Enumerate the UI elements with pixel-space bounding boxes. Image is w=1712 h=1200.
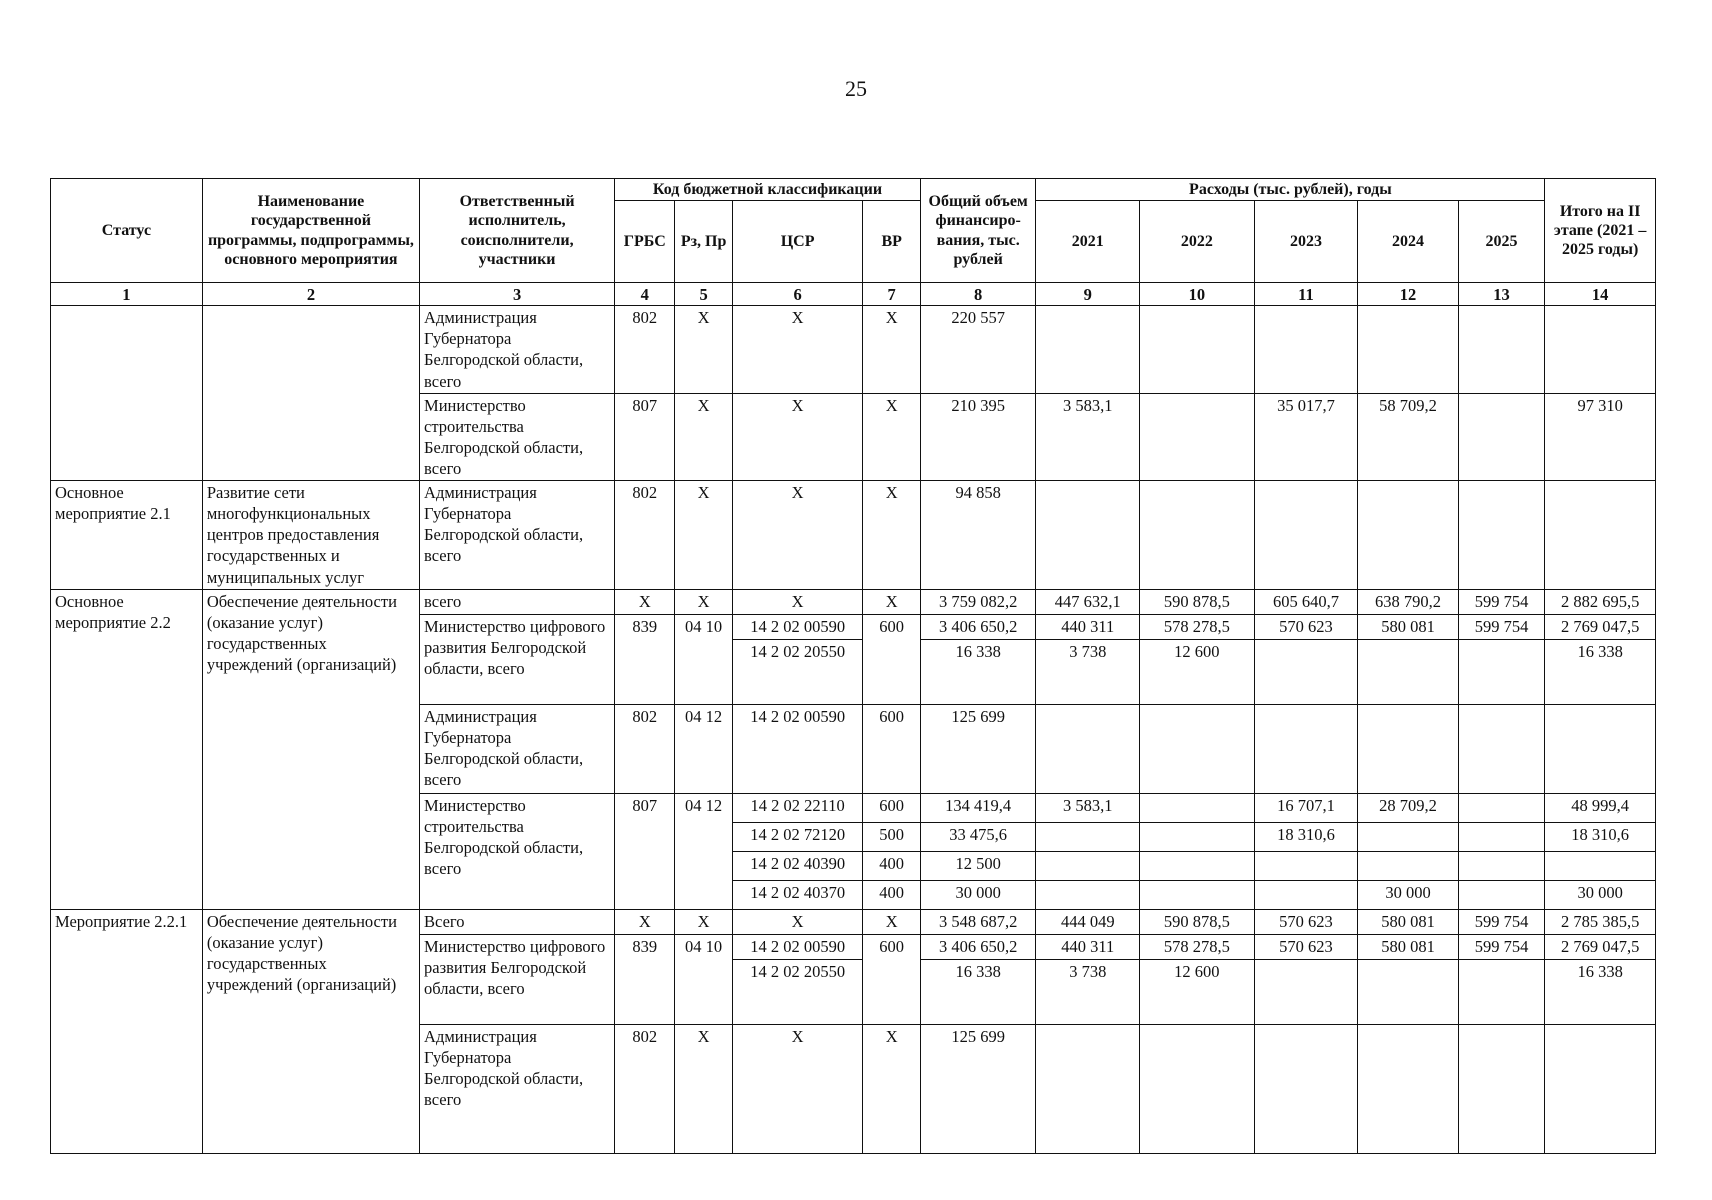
rzpr-cell: 04 12 <box>675 793 732 909</box>
year-cell: 580 081 <box>1358 614 1459 639</box>
vr-cell: Х <box>863 909 920 934</box>
rzpr-cell: Х <box>675 481 732 590</box>
header-name: Наименование государственной программы, подпрограммы, основного мероприятия <box>202 179 419 283</box>
grbs-cell: 807 <box>615 393 675 480</box>
total-cell: 3 548 687,2 <box>920 909 1036 934</box>
total-cell: 3 406 650,2 <box>920 934 1036 959</box>
year-cell: 18 310,6 <box>1254 822 1358 851</box>
stage-total-cell: 2 769 047,5 <box>1545 614 1656 639</box>
stage-total-cell <box>1545 481 1656 590</box>
header-csr: ЦСР <box>732 201 863 283</box>
stage-total-cell: 16 338 <box>1545 639 1656 704</box>
vr-cell: 400 <box>863 851 920 880</box>
stage-total-cell <box>1545 851 1656 880</box>
year-cell <box>1358 481 1459 590</box>
year-cell <box>1140 704 1255 793</box>
csr-cell: Х <box>732 1024 863 1153</box>
year-cell: 599 754 <box>1458 589 1544 614</box>
rzpr-cell: Х <box>675 1024 732 1153</box>
executor-cell: Министерство строительства Белгородской области, всего <box>420 393 615 480</box>
stage-total-cell: 2 769 047,5 <box>1545 934 1656 959</box>
year-cell <box>1140 822 1255 851</box>
grbs-cell: 802 <box>615 1024 675 1153</box>
table-row <box>51 481 1656 590</box>
column-number: 13 <box>1458 283 1544 306</box>
total-cell: 16 338 <box>920 639 1036 704</box>
header-rzpr: Рз, Пр <box>675 201 732 283</box>
name-cell: Развитие сети многофункциональных центров предоставления государственных и муниципальных услуг <box>202 481 419 590</box>
grbs-cell: 839 <box>615 934 675 1024</box>
year-cell <box>1458 822 1544 851</box>
executor-cell: Министерство цифрового развития Белгородской области, всего <box>420 934 615 1024</box>
csr-cell: 14 2 02 20550 <box>732 959 863 1024</box>
year-cell: 3 583,1 <box>1036 393 1140 480</box>
year-cell <box>1358 851 1459 880</box>
grbs-cell: Х <box>615 909 675 934</box>
column-number: 10 <box>1140 283 1255 306</box>
year-cell <box>1458 793 1544 822</box>
year-cell <box>1458 481 1544 590</box>
year-cell <box>1036 1024 1140 1153</box>
year-cell: 35 017,7 <box>1254 393 1358 480</box>
header-grbs: ГРБС <box>615 201 675 283</box>
total-cell: 30 000 <box>920 880 1036 909</box>
csr-cell: Х <box>732 481 863 590</box>
executor-cell: Администрация Губернатора Белгородской области, всего <box>420 306 615 393</box>
csr-cell: 14 2 02 40370 <box>732 880 863 909</box>
year-cell <box>1254 1024 1358 1153</box>
grbs-cell: 807 <box>615 793 675 909</box>
year-cell <box>1140 481 1255 590</box>
year-cell: 580 081 <box>1358 909 1459 934</box>
stage-total-cell: 18 310,6 <box>1545 822 1656 851</box>
grbs-cell: 839 <box>615 614 675 704</box>
year-cell <box>1358 959 1459 1024</box>
header-stage-total: Итого на II этапе (2021 – 2025 годы) <box>1545 179 1656 283</box>
year-cell <box>1254 704 1358 793</box>
csr-cell: Х <box>732 306 863 393</box>
column-number: 1 <box>51 283 203 306</box>
csr-cell: Х <box>732 589 863 614</box>
year-cell <box>1140 880 1255 909</box>
rzpr-cell: 04 12 <box>675 704 732 793</box>
page-number: 25 <box>845 76 867 101</box>
column-number: 9 <box>1036 283 1140 306</box>
status-cell <box>51 306 203 481</box>
header-status: Статус <box>51 179 203 283</box>
status-cell: Мероприятие 2.2.1 <box>51 909 203 1153</box>
header-total-volume: Общий объем финансиро-вания, тыс. рублей <box>920 179 1036 283</box>
executor-cell: Всего <box>420 909 615 934</box>
year-cell: 3 738 <box>1036 639 1140 704</box>
status-cell: Основное мероприятие 2.1 <box>51 481 203 590</box>
year-cell: 570 623 <box>1254 614 1358 639</box>
total-cell: 94 858 <box>920 481 1036 590</box>
year-cell <box>1036 851 1140 880</box>
stage-total-cell: 2 882 695,5 <box>1545 589 1656 614</box>
year-cell <box>1458 880 1544 909</box>
csr-cell: 14 2 02 00590 <box>732 614 863 639</box>
year-cell: 440 311 <box>1036 614 1140 639</box>
vr-cell: 500 <box>863 822 920 851</box>
vr-cell: 600 <box>863 704 920 793</box>
grbs-cell: 802 <box>615 481 675 590</box>
year-cell: 580 081 <box>1358 934 1459 959</box>
name-cell: Обеспечение деятельности (оказание услуг) государственных учреждений (организаций) <box>202 909 419 1153</box>
grbs-cell: 802 <box>615 306 675 393</box>
year-cell: 447 632,1 <box>1036 589 1140 614</box>
table-row <box>51 909 1656 934</box>
stage-total-cell <box>1545 1024 1656 1153</box>
header-expenses: Расходы (тыс. рублей), годы <box>1036 179 1545 201</box>
csr-cell: 14 2 02 40390 <box>732 851 863 880</box>
year-cell <box>1254 959 1358 1024</box>
year-cell: 605 640,7 <box>1254 589 1358 614</box>
year-cell <box>1036 880 1140 909</box>
year-cell: 3 583,1 <box>1036 793 1140 822</box>
grbs-cell: Х <box>615 589 675 614</box>
vr-cell: 600 <box>863 614 920 704</box>
vr-cell: 600 <box>863 934 920 1024</box>
total-cell: 3 406 650,2 <box>920 614 1036 639</box>
table-header <box>51 179 1656 306</box>
year-cell <box>1036 822 1140 851</box>
stage-total-cell: 16 338 <box>1545 959 1656 1024</box>
year-cell: 590 878,5 <box>1140 909 1255 934</box>
total-cell: 210 395 <box>920 393 1036 480</box>
rzpr-cell: 04 10 <box>675 614 732 704</box>
rzpr-cell: Х <box>675 306 732 393</box>
executor-cell: всего <box>420 589 615 614</box>
column-number: 2 <box>202 283 419 306</box>
vr-cell: Х <box>863 481 920 590</box>
year-cell <box>1458 393 1544 480</box>
rzpr-cell: Х <box>675 909 732 934</box>
csr-cell: 14 2 02 00590 <box>732 704 863 793</box>
header-vr: ВР <box>863 201 920 283</box>
year-cell: 444 049 <box>1036 909 1140 934</box>
rzpr-cell: 04 10 <box>675 934 732 1024</box>
budget-table <box>50 178 1656 1154</box>
year-cell: 590 878,5 <box>1140 589 1255 614</box>
year-cell <box>1254 851 1358 880</box>
stage-total-cell: 2 785 385,5 <box>1545 909 1656 934</box>
total-cell: 220 557 <box>920 306 1036 393</box>
executor-cell: Администрация Губернатора Белгородской области, всего <box>420 704 615 793</box>
executor-cell: Администрация Губернатора Белгородской области, всего <box>420 481 615 590</box>
stage-total-cell: 97 310 <box>1545 393 1656 480</box>
year-cell <box>1036 481 1140 590</box>
column-number: 11 <box>1254 283 1358 306</box>
year-cell <box>1036 704 1140 793</box>
header-budget-code: Код бюджетной классификации <box>615 179 921 201</box>
grbs-cell: 802 <box>615 704 675 793</box>
stage-total-cell: 30 000 <box>1545 880 1656 909</box>
year-cell: 578 278,5 <box>1140 614 1255 639</box>
vr-cell: Х <box>863 393 920 480</box>
column-number: 7 <box>863 283 920 306</box>
year-cell <box>1140 306 1255 393</box>
total-cell: 125 699 <box>920 1024 1036 1153</box>
rzpr-cell: Х <box>675 589 732 614</box>
year-cell <box>1458 704 1544 793</box>
year-cell <box>1140 793 1255 822</box>
year-cell <box>1358 639 1459 704</box>
year-cell: 599 754 <box>1458 909 1544 934</box>
year-cell <box>1458 639 1544 704</box>
rzpr-cell: Х <box>675 393 732 480</box>
table-row <box>51 589 1656 614</box>
name-cell: Обеспечение деятельности (оказание услуг) государственных учреждений (организаций) <box>202 589 419 909</box>
year-cell: 28 709,2 <box>1358 793 1459 822</box>
year-cell <box>1140 851 1255 880</box>
header-year: 2022 <box>1140 201 1255 283</box>
csr-cell: 14 2 02 20550 <box>732 639 863 704</box>
vr-cell: Х <box>863 1024 920 1153</box>
total-cell: 16 338 <box>920 959 1036 1024</box>
year-cell <box>1358 1024 1459 1153</box>
header-year: 2023 <box>1254 201 1358 283</box>
executor-cell: Администрация Губернатора Белгородской области, всего <box>420 1024 615 1153</box>
vr-cell: Х <box>863 306 920 393</box>
vr-cell: 400 <box>863 880 920 909</box>
year-cell: 12 600 <box>1140 959 1255 1024</box>
total-cell: 33 475,6 <box>920 822 1036 851</box>
total-cell: 125 699 <box>920 704 1036 793</box>
status-cell: Основное мероприятие 2.2 <box>51 589 203 909</box>
executor-cell: Министерство цифрового развития Белгородской области, всего <box>420 614 615 704</box>
column-numbers-row <box>51 283 1656 306</box>
year-cell <box>1254 306 1358 393</box>
year-cell: 30 000 <box>1358 880 1459 909</box>
total-cell: 12 500 <box>920 851 1036 880</box>
year-cell <box>1358 704 1459 793</box>
csr-cell: 14 2 02 72120 <box>732 822 863 851</box>
stage-total-cell <box>1545 704 1656 793</box>
column-number: 4 <box>615 283 675 306</box>
header-executor: Ответственный исполнитель, соисполнители, участники <box>420 179 615 283</box>
table-row <box>51 306 1656 393</box>
year-cell: 638 790,2 <box>1358 589 1459 614</box>
csr-cell: Х <box>732 909 863 934</box>
year-cell: 570 623 <box>1254 909 1358 934</box>
column-number: 3 <box>420 283 615 306</box>
stage-total-cell: 48 999,4 <box>1545 793 1656 822</box>
column-number: 14 <box>1545 283 1656 306</box>
column-number: 8 <box>920 283 1036 306</box>
vr-cell: 600 <box>863 793 920 822</box>
year-cell <box>1458 959 1544 1024</box>
column-number: 5 <box>675 283 732 306</box>
header-year: 2025 <box>1458 201 1544 283</box>
year-cell <box>1358 822 1459 851</box>
header-year: 2021 <box>1036 201 1140 283</box>
column-number: 12 <box>1358 283 1459 306</box>
header-year: 2024 <box>1358 201 1459 283</box>
year-cell <box>1140 393 1255 480</box>
column-number: 6 <box>732 283 863 306</box>
year-cell: 578 278,5 <box>1140 934 1255 959</box>
year-cell <box>1254 639 1358 704</box>
year-cell: 570 623 <box>1254 934 1358 959</box>
year-cell <box>1358 306 1459 393</box>
year-cell <box>1458 306 1544 393</box>
year-cell <box>1254 880 1358 909</box>
year-cell <box>1140 1024 1255 1153</box>
year-cell <box>1254 481 1358 590</box>
year-cell <box>1458 851 1544 880</box>
total-cell: 134 419,4 <box>920 793 1036 822</box>
total-cell: 3 759 082,2 <box>920 589 1036 614</box>
csr-cell: 14 2 02 22110 <box>732 793 863 822</box>
csr-cell: Х <box>732 393 863 480</box>
year-cell: 12 600 <box>1140 639 1255 704</box>
year-cell <box>1458 1024 1544 1153</box>
year-cell: 3 738 <box>1036 959 1140 1024</box>
year-cell: 440 311 <box>1036 934 1140 959</box>
year-cell: 599 754 <box>1458 934 1544 959</box>
name-cell <box>202 306 419 481</box>
year-cell <box>1036 306 1140 393</box>
vr-cell: Х <box>863 589 920 614</box>
executor-cell: Министерство строительства Белгородской области, всего <box>420 793 615 909</box>
year-cell: 599 754 <box>1458 614 1544 639</box>
csr-cell: 14 2 02 00590 <box>732 934 863 959</box>
year-cell: 58 709,2 <box>1358 393 1459 480</box>
stage-total-cell <box>1545 306 1656 393</box>
year-cell: 16 707,1 <box>1254 793 1358 822</box>
